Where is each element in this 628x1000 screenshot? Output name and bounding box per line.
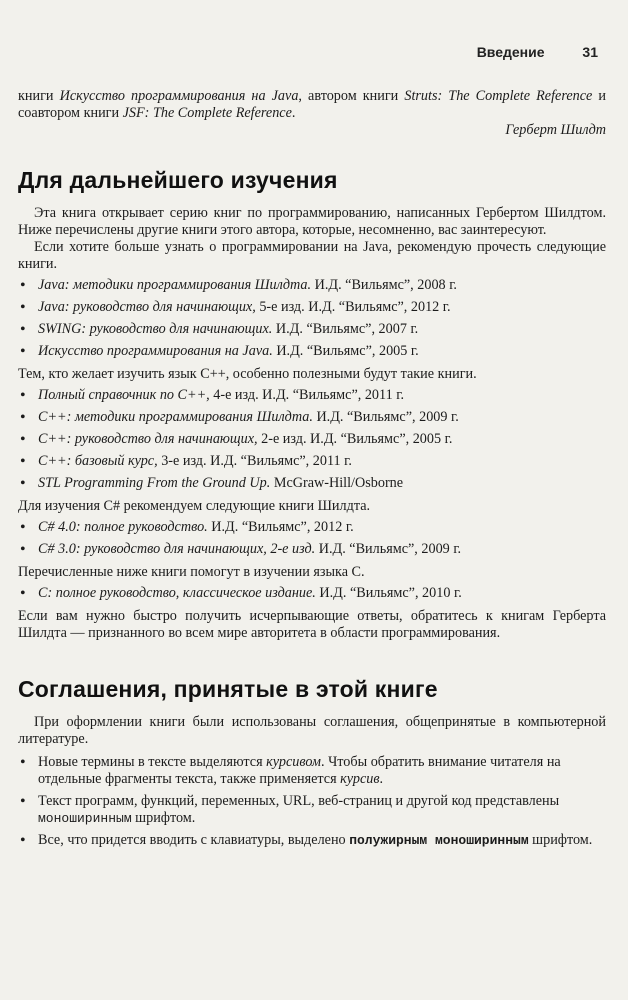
paragraph: Эта книга открывает серию книг по программированию, написанных Гербертом Шилдтом. Ниже перечислены другие книги этого автора, которые, несомненно, вас заинтересуют. — [18, 205, 606, 238]
list-item — [18, 277, 606, 294]
book-title: Искусство программирования на Java — [59, 88, 299, 104]
book-title: C++: базовый курс, — [38, 453, 158, 469]
list-text: Текст программ, функций, переменных, URL, веб-страниц и другой код представлены — [38, 793, 560, 809]
paragraph: Если хотите больше узнать о программировании на Java, рекомендую прочесть следующие книги. — [18, 239, 606, 272]
book-title: C: полное руководство, классическое издание. — [38, 585, 316, 601]
italic-sample: курсив — [340, 771, 380, 787]
paragraph: Тем, кто желает изучить язык C++, особенно полезными будут такие книги. — [18, 366, 477, 382]
list-item — [18, 343, 606, 360]
list-item — [18, 832, 606, 849]
intro-text: книги — [18, 88, 60, 104]
list-text: Все, что придется вводить с клавиатуры, выделено — [38, 832, 350, 848]
header-section-title: Введение — [476, 44, 545, 60]
book-details: И.Д. “Вильямс”, 2007 г. — [272, 321, 419, 337]
intro-text: , автором книги — [298, 88, 405, 104]
book-title: SWING: руководство для начинающих. — [38, 321, 273, 337]
bold-monospace-sample: полужирным моноширинным — [349, 833, 529, 848]
book-title: C++: методики программирования Шилдта. — [38, 409, 313, 425]
page-content — [18, 88, 606, 855]
book-details: 2-е изд. И.Д. “Вильямс”, 2005 г. — [257, 431, 453, 447]
monospace-sample: моноширинным — [38, 811, 132, 826]
book-title: Java: руководство для начинающих, — [38, 299, 256, 315]
list-item — [18, 453, 606, 470]
list-item — [18, 387, 606, 404]
list-item — [18, 541, 606, 558]
java-books-list — [18, 277, 606, 360]
csharp-books-list — [18, 519, 606, 558]
cpp-books-list — [18, 387, 606, 492]
author-signature: Герберт Шилдт — [505, 122, 606, 138]
list-item — [18, 299, 606, 316]
running-header — [477, 44, 598, 60]
book-title: Полный справочник по C++, — [38, 387, 210, 403]
book-details: И.Д. “Вильямс”, 2005 г. — [272, 343, 419, 359]
section-heading-further-study: Для дальнейшего изучения — [18, 167, 338, 193]
intro-text: . — [291, 105, 296, 121]
book-title: STL Programming From the Ground Up. — [38, 475, 271, 491]
book-details: И.Д. “Вильямс”, 2010 г. — [315, 585, 462, 601]
list-item — [18, 475, 606, 492]
list-text: . Чтобы обратить внимание читателя на отдельные фрагменты текста, также применяется — [38, 754, 561, 787]
book-details: И.Д. “Вильямс”, 2008 г. — [311, 277, 457, 293]
paragraph: При оформлении книги были использованы соглашения, общепринятые в компьютерной литературе. — [18, 714, 606, 747]
book-details: И.Д. “Вильямс”, 2009 г. — [312, 409, 459, 425]
list-item — [18, 793, 606, 827]
book-details: И.Д. “Вильямс”, 2009 г. — [315, 541, 462, 557]
book-details: 3-е изд. И.Д. “Вильямс”, 2011 г. — [157, 453, 352, 469]
list-item — [18, 519, 606, 536]
book-title: Java: методики программирования Шилдта. — [38, 277, 312, 293]
c-books-list — [18, 585, 606, 602]
book-title: C# 3.0: руководство для начинающих, 2-е изд. — [38, 541, 316, 557]
list-item — [18, 585, 606, 602]
list-item — [18, 754, 606, 788]
book-title: C# 4.0: полное руководство. — [38, 519, 208, 535]
page-number: 31 — [582, 44, 598, 60]
list-item — [18, 431, 606, 448]
list-text: Новые термины в тексте выделяются — [38, 754, 267, 770]
book-details: McGraw-Hill/Osborne — [270, 475, 404, 491]
book-details: И.Д. “Вильямс”, 2012 г. — [207, 519, 354, 535]
book-title: JSF: The Complete Reference — [122, 105, 292, 121]
book-details: 4-е изд. И.Д. “Вильямс”, 2011 г. — [209, 387, 404, 403]
list-item — [18, 409, 606, 426]
book-details: 5-е изд. И.Д. “Вильямс”, 2012 г. — [255, 299, 451, 315]
section-heading-conventions: Соглашения, принятые в этой книге — [18, 676, 438, 702]
list-text: шрифтом. — [131, 810, 196, 826]
intro-paragraph — [18, 88, 606, 122]
list-item — [18, 321, 606, 338]
italic-sample: курсивом — [266, 754, 321, 770]
list-text: шрифтом. — [528, 832, 593, 848]
intro-text: и соавтором книги — [18, 88, 606, 121]
paragraph: Для изучения C# рекомендуем следующие книги Шилдта. — [18, 498, 371, 514]
book-title: C++: руководство для начинающих, — [38, 431, 258, 447]
book-title: Struts: The Complete Reference — [404, 88, 593, 104]
paragraph: Перечисленные ниже книги помогут в изучении языка C. — [18, 564, 365, 580]
book-title: Искусство программирования на Java. — [38, 343, 273, 359]
conventions-list — [18, 754, 606, 849]
paragraph: Если вам нужно быстро получить исчерпывающие ответы, обратитесь к книгам Герберта Шилдта — признанного во всем мире авторитета в области программирования. — [18, 608, 606, 641]
list-text: . — [379, 771, 384, 787]
